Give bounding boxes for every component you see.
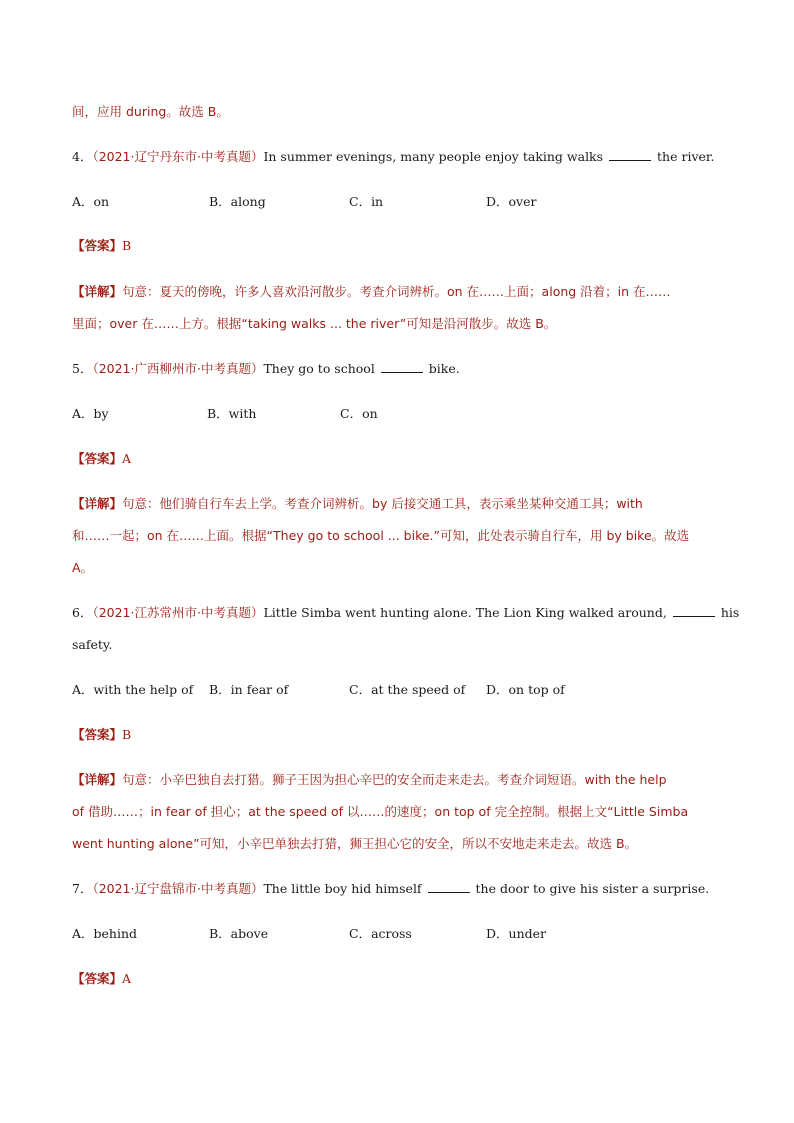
answer-value: A — [122, 971, 132, 986]
detail-tag: 【详解】 — [72, 284, 123, 299]
detail-6-line2: of 借助……；in fear of 担心；at the speed of 以……的速度；on top of 完全控制。根据上文“Little Simba — [72, 804, 689, 819]
detail-5-line2: 和……一起；on 在……上面。根据“They go to school ... bike.”可知，此处表示骑自行车，用 by bike。故选 — [72, 528, 690, 543]
answer-tag: 【答案】 — [72, 238, 123, 253]
detail-6-line3: went hunting alone”可知，小辛巴单独去打猎，狮王担心它的安全，所以不安地走来走去。故选 B。 — [72, 836, 638, 851]
question-7 — [72, 881, 709, 897]
answer-7 — [72, 971, 131, 987]
question-text-end: bike. — [428, 361, 460, 376]
option-c: C．on — [340, 406, 378, 421]
detail-tag: 【详解】 — [72, 496, 123, 511]
question-6 — [72, 605, 739, 621]
answer-tag: 【答案】 — [72, 727, 123, 742]
answer-value: A — [122, 451, 132, 466]
question-text: Little Simba went hunting alone. The Lion King walked around, — [263, 605, 667, 620]
question-number: 7． — [72, 881, 93, 896]
option-d: D．under — [486, 926, 546, 941]
question-source: （2021·江苏常州市·中考真题） — [92, 605, 264, 620]
question-text: They go to school — [263, 361, 375, 376]
question-number: 6． — [72, 605, 93, 620]
answer-blank — [381, 361, 423, 373]
option-c: C．in — [349, 194, 384, 209]
question-text: In summer evenings, many people enjoy taking walks — [263, 149, 604, 164]
option-b: B．above — [209, 926, 269, 941]
answer-blank — [609, 149, 651, 161]
answer-value: B — [122, 238, 132, 253]
answer-6 — [72, 727, 131, 743]
question-5 — [72, 361, 460, 377]
question-text-end: his — [720, 605, 740, 620]
option-d: D．over — [486, 194, 537, 209]
question-6-line2: safety. — [72, 637, 113, 652]
option-d: D．on top of — [486, 682, 565, 697]
answer-blank — [428, 881, 470, 893]
detail-tag: 【详解】 — [72, 772, 123, 787]
question-number: 5． — [72, 361, 93, 376]
option-c: C．across — [349, 926, 412, 941]
detail-4-line2: 里面；over 在……上方。根据“taking walks ... the river”可知是沿河散步。故选 B。 — [72, 316, 557, 331]
option-a: A．with the help of — [72, 682, 194, 697]
question-source: （2021·广西柳州市·中考真题） — [92, 361, 264, 376]
question-text: The little boy hid himself — [263, 881, 422, 896]
detail-6-line1: 【详解】句意：小辛巴独自去打猎。狮子王因为担心辛巴的安全而走来走去。考查介词短语。with the help — [72, 772, 667, 787]
option-b: B．in fear of — [209, 682, 289, 697]
question-source: （2021·辽宁丹东市·中考真题） — [92, 149, 264, 164]
question-4 — [72, 149, 714, 165]
detail-4-line1: 【详解】句意：夏天的傍晚，许多人喜欢沿河散步。考查介词辨析。on 在……上面；along 沿着；in 在…… — [72, 284, 671, 299]
answer-tag: 【答案】 — [72, 451, 123, 466]
detail-5-line1: 【详解】句意：他们骑自行车去上学。考查介词辨析。by 后接交通工具，表示乘坐某种交通工具；with — [72, 496, 643, 511]
answer-value: B — [122, 727, 132, 742]
option-b: B．along — [209, 194, 266, 209]
option-a: A．behind — [72, 926, 138, 941]
answer-blank — [673, 605, 715, 617]
question-text-end: the river. — [657, 149, 715, 164]
answer-tag: 【答案】 — [72, 971, 123, 986]
option-a: A．by — [72, 406, 109, 421]
option-b: B．with — [207, 406, 257, 421]
answer-5 — [72, 451, 131, 467]
answer-4 — [72, 238, 131, 254]
explanation-continuation: 间，应用 during。故选 B。 — [72, 104, 229, 119]
question-number: 4． — [72, 149, 93, 164]
question-source: （2021·辽宁盘锦市·中考真题） — [92, 881, 264, 896]
detail-5-line3: A。 — [72, 560, 94, 575]
option-c: C．at the speed of — [349, 682, 466, 697]
option-a: A．on — [72, 194, 110, 209]
question-text-end: the door to give his sister a surprise. — [475, 881, 710, 896]
